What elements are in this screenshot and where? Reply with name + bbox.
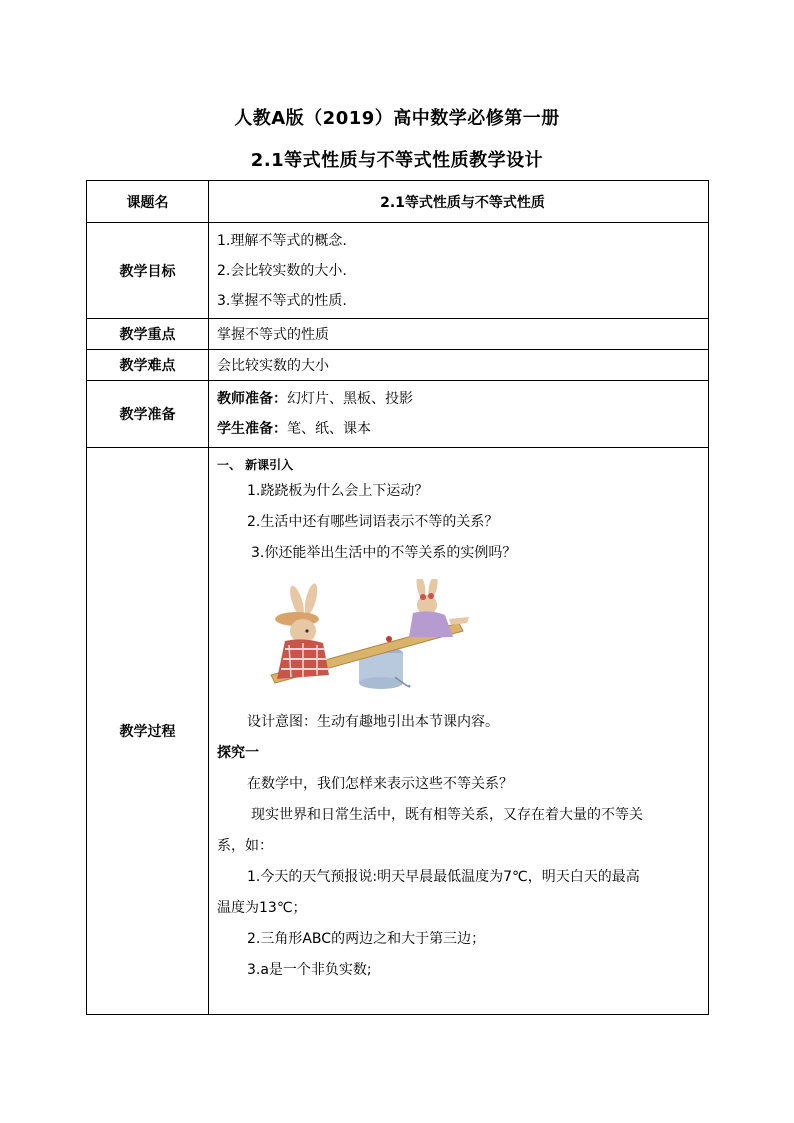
row-objectives <box>87 223 709 319</box>
section-intro-title: 一、 新课引入 <box>217 458 294 472</box>
example-1: 1.今天的天气预报说:明天早晨最低温度为7℃，明天白天的最高 <box>247 869 640 885</box>
objective-item: 2.会比较实数的大小. <box>217 262 347 279</box>
topic-label: 课题名 <box>87 181 209 223</box>
preparation-label: 教学准备 <box>87 381 209 448</box>
intro-question: 1.跷跷板为什么会上下运动？ <box>247 483 429 499</box>
key-points-label: 教学重点 <box>87 319 209 350</box>
key-points-value: 掌握不等式的性质 <box>209 319 709 350</box>
example-1-cont: 温度为13℃； <box>217 900 307 916</box>
difficulties-label: 教学难点 <box>87 350 209 381</box>
preparation-cell <box>209 381 709 448</box>
document-title: 人教A版（2019）高中数学必修第一册 <box>234 108 560 129</box>
row-preparation <box>87 381 709 448</box>
intro-question: 2.生活中还有哪些词语表示不等的关系？ <box>247 514 499 530</box>
intro-question: 3.你还能举出生活中的不等关系的实例吗？ <box>251 545 517 561</box>
explore-intro-cont: 系，如： <box>217 838 273 854</box>
design-intent: 设计意图：生动有趣地引出本节课内容。 <box>247 714 499 730</box>
objectives-cell <box>209 223 709 319</box>
process-cell <box>209 448 709 1015</box>
row-process <box>87 448 709 1015</box>
example-3: 3.a是一个非负实数; <box>247 962 372 978</box>
lesson-plan-table <box>86 180 709 1015</box>
document-subtitle: 2.1等式性质与不等式性质教学设计 <box>250 150 544 171</box>
teacher-prep-value: 幻灯片、黑板、投影 <box>287 391 413 407</box>
example-2: 2.三角形ABC的两边之和大于第三边； <box>247 931 486 947</box>
student-prep-value: 笔、纸、课本 <box>287 421 371 437</box>
seesaw-illustration <box>263 579 493 699</box>
objective-item: 1.理解不等式的概念. <box>217 232 347 249</box>
difficulties-value: 会比较实数的大小 <box>209 350 709 381</box>
objective-item: 3.掌握不等式的性质. <box>217 292 347 309</box>
objectives-label: 教学目标 <box>87 223 209 319</box>
explore-title: 探究一 <box>217 745 259 761</box>
student-prep <box>217 414 708 444</box>
teacher-prep-label: 教师准备： <box>217 391 287 407</box>
explore-intro: 现实世界和日常生活中，既有相等关系，又存在着大量的不等关 <box>251 807 643 823</box>
student-prep-label: 学生准备： <box>217 421 287 437</box>
row-difficulties <box>87 350 709 381</box>
topic-value: 2.1等式性质与不等式性质 <box>209 181 709 223</box>
process-label: 教学过程 <box>87 448 209 1015</box>
row-key-points <box>87 319 709 350</box>
row-topic <box>87 181 709 223</box>
explore-question: 在数学中，我们怎样来表示这些不等关系？ <box>247 776 513 792</box>
teacher-prep <box>217 384 708 414</box>
